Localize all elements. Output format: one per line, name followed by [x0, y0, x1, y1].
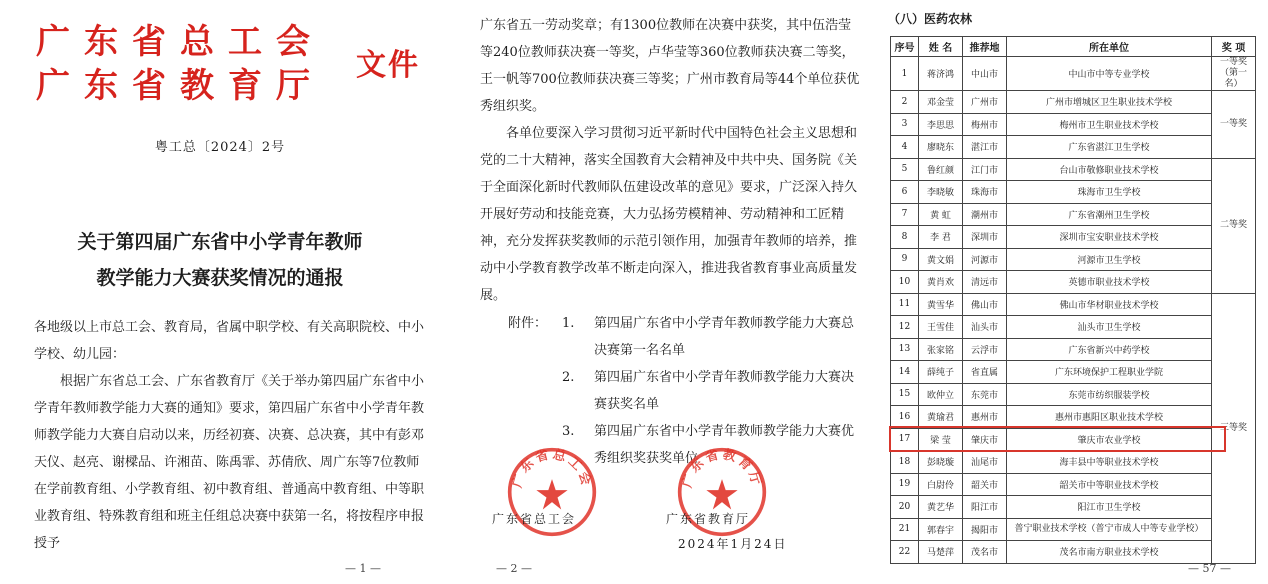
- table-row: 15 欧仲立 东莞市 东莞市纺织服装学校: [891, 383, 1256, 406]
- table-row: 11 黄雪华 佛山市 佛山市华材职业技术学校 三等奖: [891, 293, 1256, 316]
- salutation: 各地级以上市总工会、教育局，省属中职学校、有关高职院校、中小学校、幼儿园：: [34, 320, 425, 362]
- table-row: 20 黄艺华 阳江市 阳江市卫生学校: [891, 496, 1256, 519]
- page-number: — 2 —: [496, 562, 532, 575]
- table-row: 1 蒋济鸿 中山市 中山市中等专业学校 一等奖（第一名）: [891, 57, 1256, 91]
- svg-text:广东省教育厅: 广东省教育厅: [680, 447, 764, 490]
- highlight-box: [889, 426, 1226, 452]
- paragraph-2: 各单位要深入学习贯彻习近平新时代中国特色社会主义思想和党的二十大精神，落实全国教育大会精神及中共中央、国务院《关于全面深化新时代教师队伍建设改革的意见》要求，广泛深入持久开展好劳动和技能竞赛，大力弘扬劳模精神、劳动精神和工匠精神，充分发挥获奖教师的示范引领作用，加强青年教师的培养，推动中小学教育教学改革不断走向深入，推进我省教育事业高质量发展。: [480, 126, 858, 303]
- header-city: 推荐地: [963, 37, 1007, 57]
- table-row: 2 邓金莹 广州市 广州市增城区卫生职业技术学校 一等奖: [891, 91, 1256, 114]
- table-row: 3 李思思 梅州市 梅州市卫生职业技术学校: [891, 113, 1256, 136]
- table-row: 5 鲁红颜 江门市 台山市敬修职业技术学校 二等奖: [891, 158, 1256, 181]
- table-row: 7 黄 虹 潮州市 广东省潮州卫生学校: [891, 203, 1256, 226]
- table-row: 10 黄肖欢 清远市 英德市职业技术学校: [891, 271, 1256, 294]
- page-2: [470, 0, 870, 584]
- page-3: [882, 0, 1268, 584]
- page-number: — 57 —: [1188, 562, 1231, 575]
- issuer-line-2: 广东省教育厅: [36, 66, 324, 106]
- table-row: 4 廖晓东 湛江市 广东省湛江卫生学校: [891, 136, 1256, 159]
- issuer-line-1: 广东省总工会: [36, 22, 324, 62]
- page-number: — 1 —: [345, 562, 381, 575]
- page-1: [0, 0, 440, 584]
- body-text: [480, 12, 860, 309]
- signer-1: 广东省总工会: [492, 512, 577, 526]
- header-name: 姓 名: [919, 37, 963, 57]
- prize-cell: 三等奖: [1212, 293, 1256, 563]
- attachment-item: 3. 第四届广东省中小学青年教师教学能力大赛优秀组织奖获奖单位: [562, 424, 855, 466]
- doc-suffix: 文件: [356, 48, 420, 83]
- table-row: 17 梁 莹 肇庆市 肇庆市农业学校: [891, 428, 1256, 451]
- table-row-highlighted: 18 彭晓璇 汕尾市 海丰县中等职业技术学校: [891, 451, 1256, 474]
- title-line-2: 教学能力大赛获奖情况的通报: [96, 267, 344, 289]
- attachments-label: 附件：: [508, 316, 548, 331]
- table-row: 6 李晓敏 珠海市 珠海市卫生学校: [891, 181, 1256, 204]
- table-header-row: [891, 37, 1256, 57]
- paragraph-1: 广东省五一劳动奖章；有1300位教师在决赛中获奖，其中伍浩莹等240位教师获决赛一等奖，卢华莹等360位教师获决赛二等奖，王一帆等700位教师获决赛三等奖；广州市教育局等44个单位获优秀组织奖。: [480, 18, 860, 114]
- table-row: 22 马楚萍 茂名市 茂名市南方职业技术学校: [891, 541, 1256, 564]
- prize-cell: 一等奖: [1212, 91, 1256, 159]
- issuer-header: [36, 20, 324, 108]
- table-row: 9 黄文娟 河源市 河源市卫生学校: [891, 248, 1256, 271]
- doc-number: 粤工总〔2024〕2号: [154, 140, 286, 155]
- header-no: 序号: [891, 37, 919, 57]
- awards-table: [890, 36, 1256, 564]
- body-text: [34, 314, 429, 557]
- prize-cell: 一等奖（第一名）: [1212, 57, 1256, 91]
- table-row: 19 白尉伶 韶关市 韶关市中等职业技术学校: [891, 473, 1256, 496]
- table-row: 12 王雪佳 汕头市 汕头市卫生学校: [891, 316, 1256, 339]
- attachment-item: 2. 第四届广东省中小学青年教师教学能力大赛决赛获奖名单: [562, 370, 855, 412]
- table-row: 13 张家铭 云浮市 广东省新兴中药学校: [891, 338, 1256, 361]
- table-row: 8 李 君 深圳市 深圳市宝安职业技术学校: [891, 226, 1256, 249]
- paragraph: 根据广东省总工会、广东省教育厅《关于举办第四届广东省中小学青年教师教学能力大赛的通知》要求，第四届广东省中小学青年教师教学能力大赛自启动以来，历经初赛、决赛、总决赛，其中有彭邓天仪、赵亮、谢樑品、许湘苗、陈禹霏、苏倩欣、周广东等7位教师在学前教育组、小学教育组、初中教育组、普通高中教育组、中等职业教育组、特殊教育组和班主任组总决赛中获第一名，将按程序申报授予: [34, 374, 425, 551]
- header-prize: 奖 项: [1212, 37, 1256, 57]
- signer-2: 广东省教育厅: [666, 512, 751, 526]
- table-row: 16 黄瑜君 惠州市 惠州市惠阳区职业技术学校: [891, 406, 1256, 429]
- category-title: （八）医药农林: [888, 12, 973, 26]
- table-row: 14 薛纯子 省直属 广东环境保护工程职业学院: [891, 361, 1256, 384]
- header-unit: 所在单位: [1007, 37, 1212, 57]
- svg-text:广东省总工会: 广东省总工会: [510, 447, 594, 490]
- title-line-1: 关于第四届广东省中小学青年教师: [77, 231, 363, 253]
- attachment-item: 附件： 1. 第四届广东省中小学青年教师教学能力大赛总决赛第一名名单: [508, 310, 858, 364]
- issue-date: 2024年1月24日: [678, 537, 788, 551]
- table-row: 21 郭春宇 揭阳市 普宁职业技术学校（普宁市成人中等专业学校）: [891, 518, 1256, 541]
- page-title: [0, 224, 440, 296]
- prize-cell: 二等奖: [1212, 158, 1256, 293]
